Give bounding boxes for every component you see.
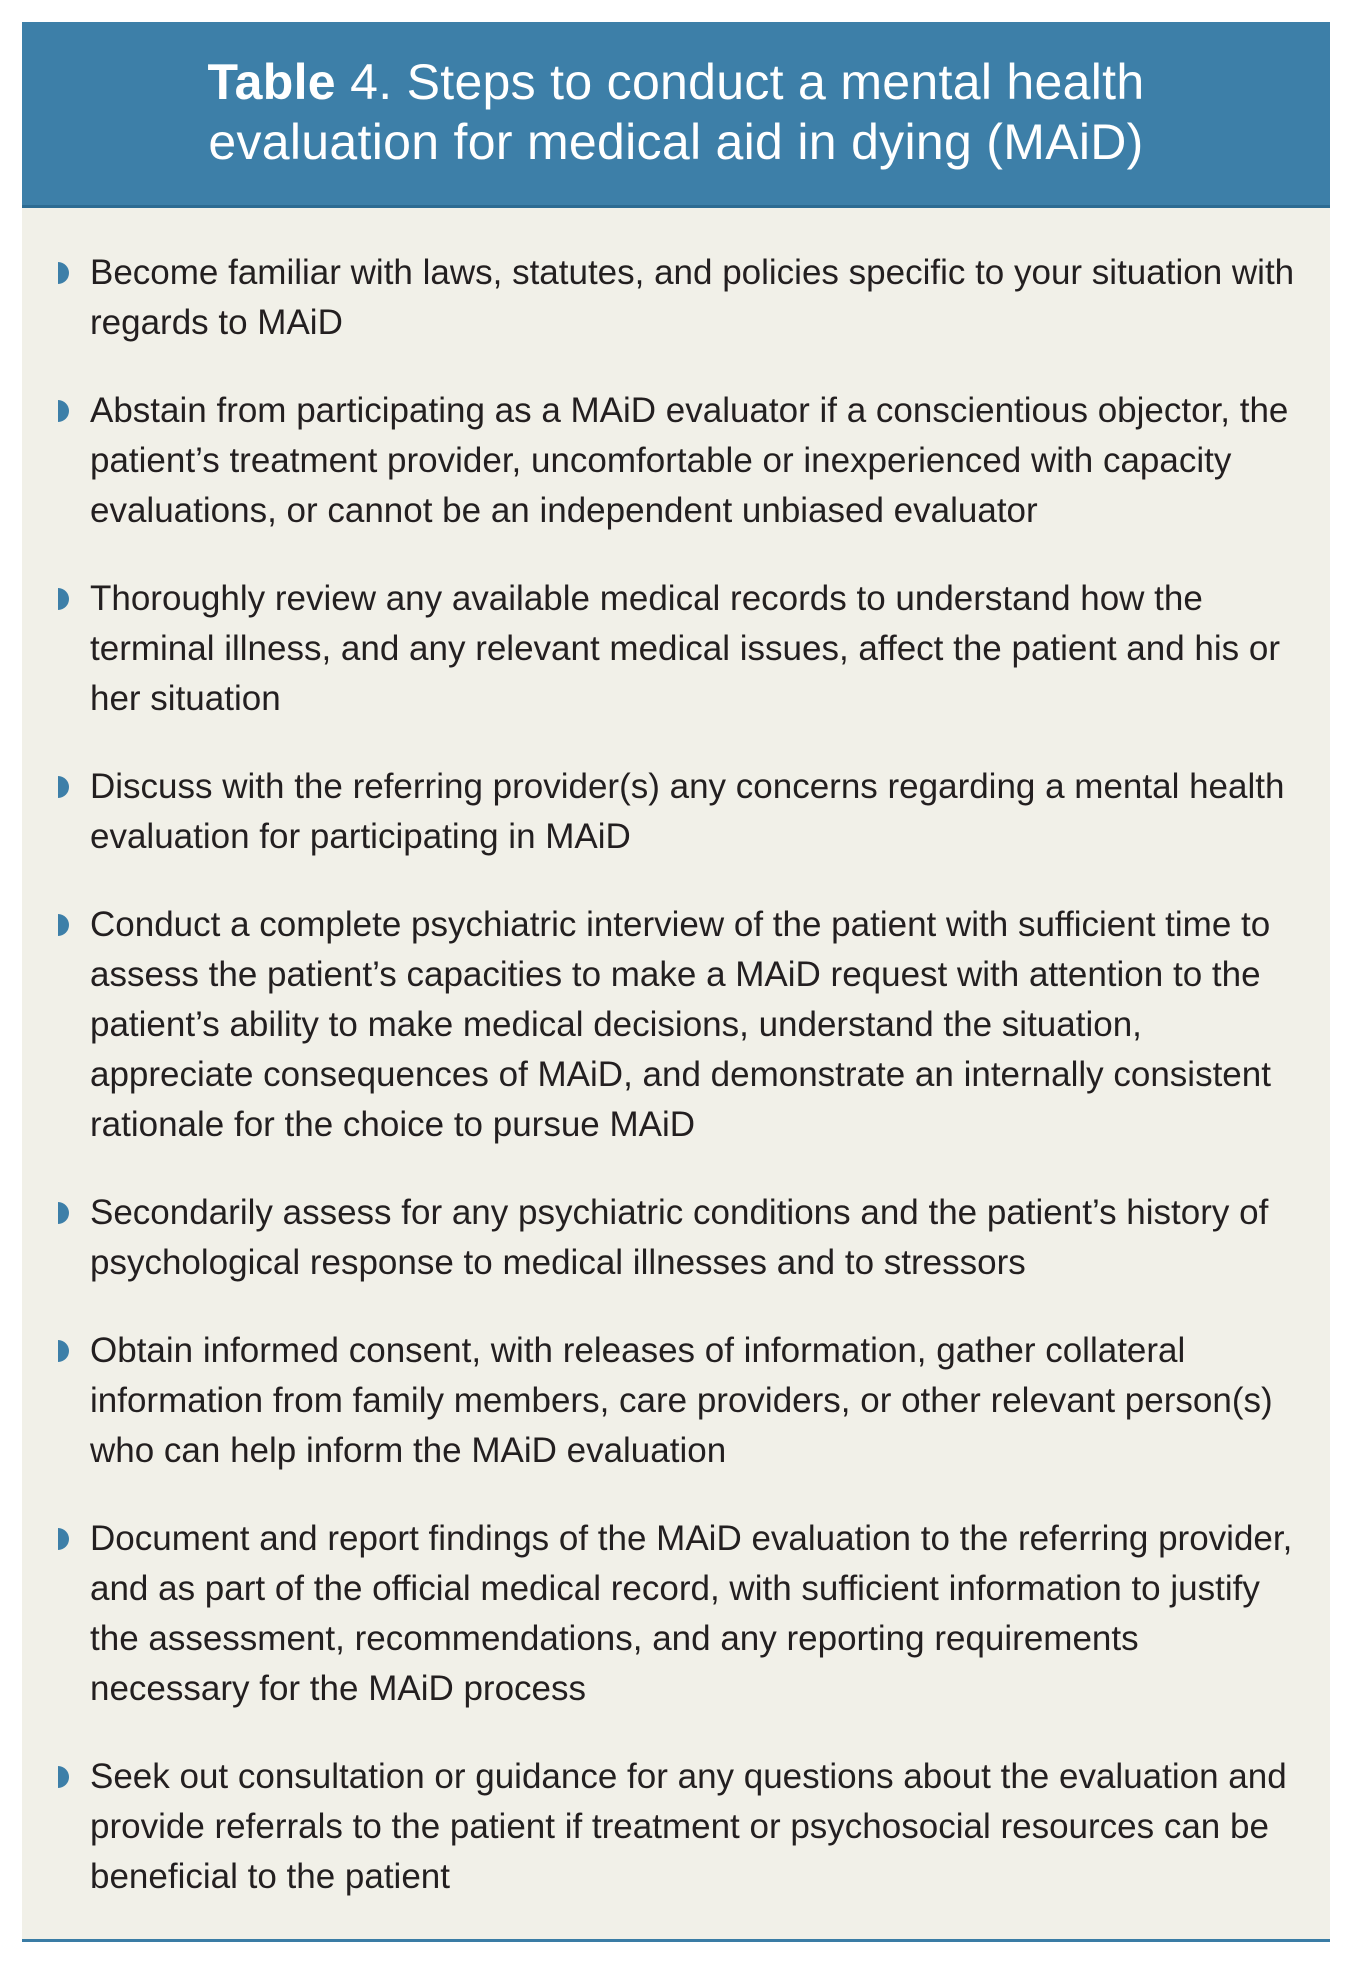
steps-list xyxy=(22,208,1330,1902)
half-circle-bullet-icon xyxy=(58,262,72,284)
table-panel xyxy=(22,22,1330,1942)
list-item-text: Thoroughly review any available medical records to understand how the terminal illness, and any relevant medical issues, affect the patient and his or her situation xyxy=(90,579,1280,718)
half-circle-bullet-icon xyxy=(58,914,72,936)
half-circle-bullet-icon xyxy=(58,1340,72,1362)
list-item xyxy=(44,1188,1300,1288)
table-title-line-2: evaluation for medical aid in dying (MAiD) xyxy=(208,114,1144,170)
table-header xyxy=(22,22,1330,208)
list-item xyxy=(44,762,1300,862)
list-item-text: Secondarily assess for any psychiatric conditions and the patient’s history of psychological response to medical illnesses and to stressors xyxy=(90,1193,1269,1282)
half-circle-bullet-icon xyxy=(58,1202,72,1224)
list-item xyxy=(44,1326,1300,1476)
table-label: Table xyxy=(207,54,336,110)
list-item xyxy=(44,574,1300,724)
list-item xyxy=(44,386,1300,536)
table-title-text: 4. Steps to conduct a mental health xyxy=(335,54,1145,110)
table-title-line-1 xyxy=(22,52,1330,112)
list-item-text: Abstain from participating as a MAiD evaluator if a conscientious objector, the patient’s treatment provider, uncomfortable or inexperienced with capacity evaluations, or cannot be an independent unbiased evaluator xyxy=(90,391,1289,530)
list-item xyxy=(44,900,1300,1150)
list-item-text: Seek out consultation or guidance for any questions about the evaluation and provide referrals to the patient if treatment or psychosocial resources can be beneficial to the patient xyxy=(90,1757,1287,1896)
list-item-text: Discuss with the referring provider(s) any concerns regarding a mental health evaluation for participating in MAiD xyxy=(90,767,1285,856)
list-item xyxy=(44,1752,1300,1902)
half-circle-bullet-icon xyxy=(58,776,72,798)
half-circle-bullet-icon xyxy=(58,1528,72,1550)
list-item-text: Conduct a complete psychiatric interview of the patient with sufficient time to assess the patient’s capacities to make a MAiD request with attention to the patient’s ability to make medical decisions, understand the situation, appreciate consequences of MAiD, and demonstrate an internally consistent rationale for the choice to pursue MAiD xyxy=(90,905,1271,1144)
list-item-text: Document and report findings of the MAiD evaluation to the referring provider, and as part of the official medical record, with sufficient information to justify the assessment, recommendations, and any reporting requirements necessary for the MAiD process xyxy=(90,1519,1293,1708)
half-circle-bullet-icon xyxy=(58,1766,72,1788)
half-circle-bullet-icon xyxy=(58,588,72,610)
list-item xyxy=(44,1514,1300,1714)
list-item xyxy=(44,248,1300,348)
half-circle-bullet-icon xyxy=(58,400,72,422)
list-item-text: Obtain informed consent, with releases of information, gather collateral information from family members, care providers, or other relevant person(s) who can help inform the MAiD evaluation xyxy=(90,1331,1273,1470)
list-item-text: Become familiar with laws, statutes, and policies specific to your situation with regards to MAiD xyxy=(90,253,1295,342)
